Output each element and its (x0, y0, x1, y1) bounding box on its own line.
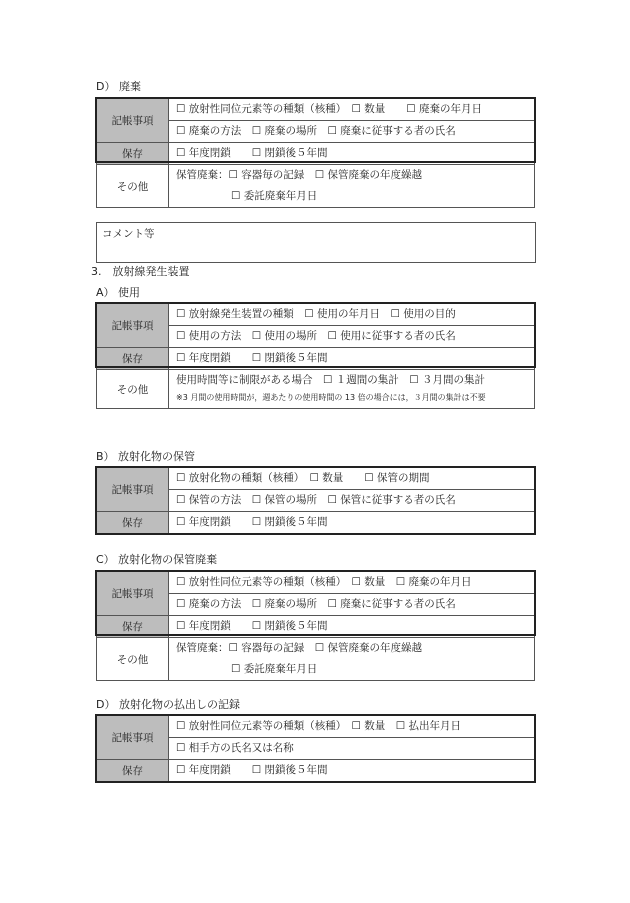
kicho-label: 記帳事項 (97, 572, 169, 616)
kicho-line-1[interactable]: ☐ 放射線発生装置の種類 ☐ 使用の年月日 ☐ 使用の目的 (176, 308, 456, 320)
hozon-label: 保存 (97, 348, 169, 370)
kicho-line-1[interactable]: ☐ 放射性同位元素等の種類（核種） ☐ 数量 ☐ 払出年月日 (176, 720, 462, 732)
sonota-line-2[interactable]: ☐ 委託廃棄年月日 (231, 190, 318, 202)
section-heading-haiki: D） 廃棄 (96, 80, 141, 93)
hozon-label: 保存 (97, 616, 169, 638)
record-table-shiyou (96, 303, 535, 409)
record-table-haiki (96, 98, 535, 208)
kicho-line-2[interactable]: ☐ 保管の方法 ☐ 保管の場所 ☐ 保管に従事する者の氏名 (176, 494, 456, 506)
sonota-note: ※3 月間の使用時間が，週あたりの使用時間の 13 倍の場合には，３月間の集計は不要 (176, 393, 486, 402)
section-heading-shiyou: A） 使用 (96, 286, 141, 299)
sonota-line-2[interactable]: ☐ 委託廃棄年月日 (231, 663, 318, 675)
kicho-label: 記帳事項 (97, 304, 169, 348)
section-3-heading: 3. 放射線発生装置 (91, 265, 190, 278)
hozon-line[interactable]: ☐ 年度閉鎖 ☐ 閉鎖後５年間 (176, 620, 328, 632)
hozon-line[interactable]: ☐ 年度閉鎖 ☐ 閉鎖後５年間 (176, 352, 328, 364)
kicho-line-1[interactable]: ☐ 放射性同位元素等の種類（核種） ☐ 数量 ☐ 廃棄の年月日 (176, 103, 483, 115)
kicho-line-1[interactable]: ☐ 放射化物の種類（核種） ☐ 数量 ☐ 保管の期間 (176, 472, 430, 484)
record-table-hokan (96, 467, 535, 534)
kicho-line-2[interactable]: ☐ 廃棄の方法 ☐ 廃棄の場所 ☐ 廃棄に従事する者の氏名 (176, 598, 456, 610)
sonota-line-1[interactable]: 保管廃棄：☐ 容器毎の記録 ☐ 保管廃棄の年度繰越 (176, 642, 423, 654)
section-heading-hokan: B） 放射化物の保管 (96, 450, 196, 463)
sonota-label: その他 (97, 638, 169, 681)
kicho-line-2[interactable]: ☐ 相手方の氏名又は名称 (176, 742, 294, 754)
sonota-line-1[interactable]: 使用時間等に制限がある場合 ☐ １週間の集計 ☐ ３月間の集計 (176, 374, 486, 386)
kicho-line-1[interactable]: ☐ 放射性同位元素等の種類（核種） ☐ 数量 ☐ 廃棄の年月日 (176, 576, 472, 588)
kicho-label: 記帳事項 (97, 99, 169, 143)
record-table-hokan-haiki (96, 571, 535, 681)
kicho-label: 記帳事項 (97, 468, 169, 512)
section-heading-hokan-haiki: C） 放射化物の保管廃棄 (96, 553, 218, 566)
kicho-line-2[interactable]: ☐ 廃棄の方法 ☐ 廃棄の場所 ☐ 廃棄に従事する者の氏名 (176, 125, 456, 137)
kicho-label: 記帳事項 (97, 716, 169, 760)
hozon-label: 保存 (97, 760, 169, 782)
record-table-haraidashi (96, 715, 535, 782)
hozon-line[interactable]: ☐ 年度閉鎖 ☐ 閉鎖後５年間 (176, 147, 328, 159)
kicho-line-2[interactable]: ☐ 使用の方法 ☐ 使用の場所 ☐ 使用に従事する者の氏名 (176, 330, 456, 342)
comment-label: コメント等 (102, 228, 155, 240)
hozon-line[interactable]: ☐ 年度閉鎖 ☐ 閉鎖後５年間 (176, 764, 328, 776)
sonota-label: その他 (97, 165, 169, 208)
hozon-label: 保存 (97, 143, 169, 165)
sonota-line-1[interactable]: 保管廃棄：☐ 容器毎の記録 ☐ 保管廃棄の年度繰越 (176, 169, 423, 181)
hozon-line[interactable]: ☐ 年度閉鎖 ☐ 閉鎖後５年間 (176, 516, 328, 528)
section-heading-haraidashi: D） 放射化物の払出しの記録 (96, 698, 240, 711)
comment-box[interactable] (96, 222, 536, 263)
sonota-label: その他 (97, 370, 169, 409)
hozon-label: 保存 (97, 512, 169, 534)
